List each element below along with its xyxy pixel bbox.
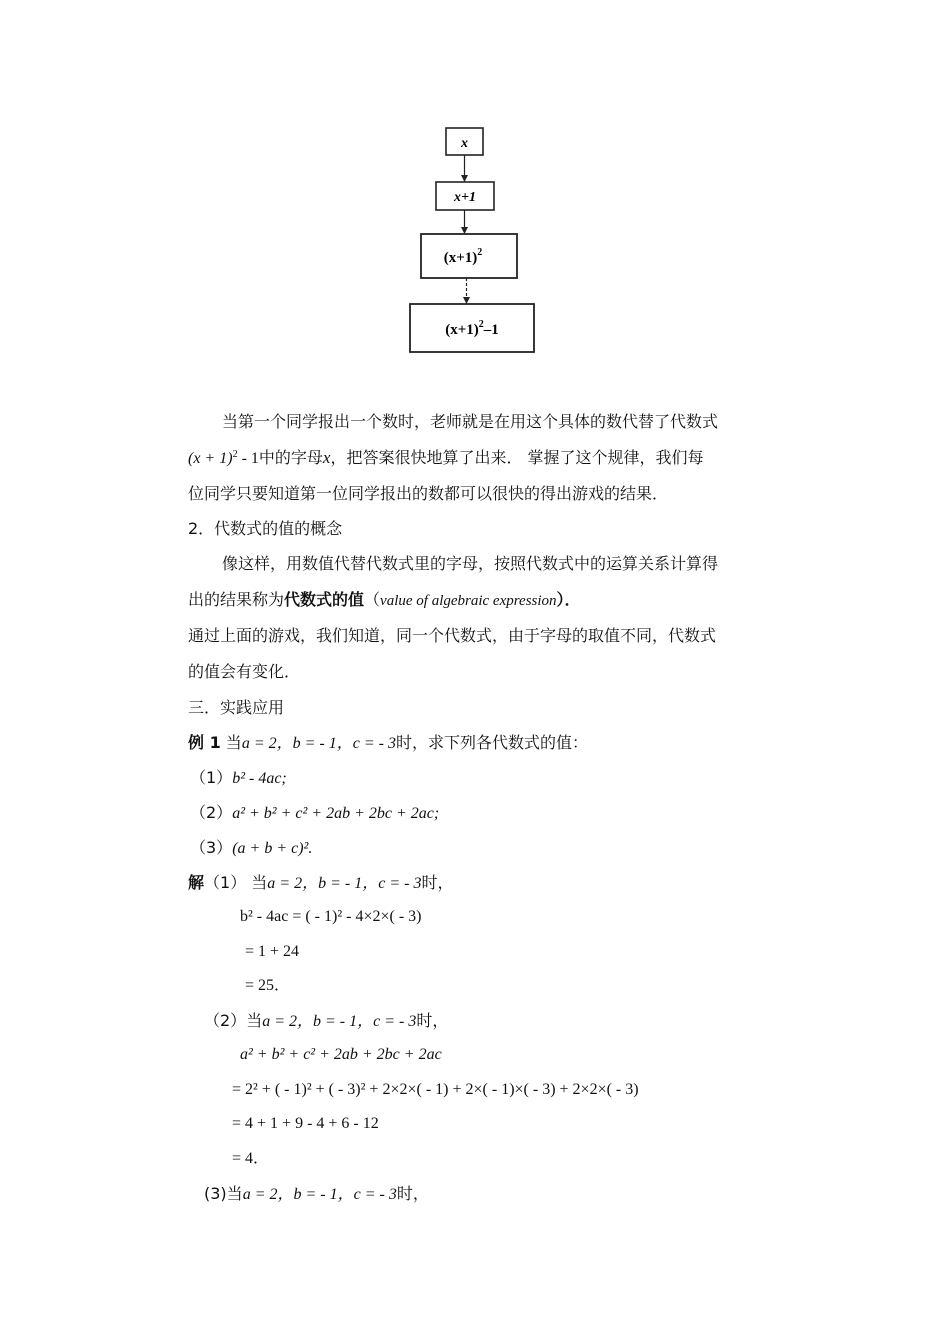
example-item-3: （3）(a + b + c)². (190, 838, 313, 857)
solution-part2-line3: = 4 + 1 + 9 - 4 + 6 - 12 (232, 1115, 379, 1132)
solution-part1-head: 解（1） 当a = 2，b = - 1，c = - 3时， (188, 873, 454, 892)
example-condition-math: a = 2，b = - 1，c = - 3 (241, 735, 396, 752)
flowchart-arrowhead-1 (461, 175, 468, 182)
solution-part3-head: (3)当a = 2，b = - 1，c = - 3时， (204, 1184, 429, 1203)
flowchart-box-3-base: (x+1) (443, 250, 478, 266)
solution-part1-line3: = 25． (245, 977, 291, 994)
para1-line2-a: 中的字母 (258, 448, 323, 467)
para1-var-x: x (322, 448, 331, 467)
solution-part1-line2: = 1 + 24 (245, 943, 300, 960)
section2-heading: 2．代数式的值的概念 (188, 519, 343, 538)
section3-heading: 三．实践应用 (188, 698, 285, 717)
solution-part2-line2: = 2² + ( - 1)² + ( - 3)² + 2×2×( - 1) + 2×( - 1)×( - 3) + 2×2×( - 3) (232, 1081, 639, 1098)
flowchart-box-3-exp: 2 (477, 247, 483, 258)
section2-line3: 通过上面的游戏，我们知道，同一个代数式，由于字母的取值不同，代数式 (188, 626, 717, 645)
flowchart-box-3-label (444, 247, 483, 266)
flowchart-box-4-base: (x+1) (445, 322, 479, 338)
para1-expr: $(x + 1)^2 - 1$ (188, 449, 259, 467)
english-term: value of algebraic expression (380, 593, 557, 609)
para1-line3: 位同学只要知道第一位同学报出的数都可以很快的得出游戏的结果． (188, 484, 669, 503)
para1-line1: 当第一个同学报出一个数时，老师就是在用这个具体的数代替了代数式 (222, 412, 719, 431)
solution-part2-line4: = 4． (232, 1150, 270, 1167)
example-condition: 例 1 当a = 2，b = - 1，c = - 3时，求下列各代数式的值： (188, 733, 588, 752)
solution-part2-line1: a² + b² + c² + 2ab + 2bc + 2ac (240, 1046, 442, 1063)
para1-line2-b: ，把答案很快地算了出来． 掌握了这个规律，我们每 (330, 448, 704, 467)
solution-part1-line1: b² - 4ac = ( - 1)² - 4×2×( - 3) (240, 908, 422, 925)
example-item-2: （2）a² + b² + c² + 2ab + 2bc + 2ac; (190, 803, 440, 822)
flowchart-box-4-label (445, 319, 499, 338)
section2-line1: 像这样，用数值代替代数式里的字母，按照代数式中的运算关系计算得 (222, 554, 719, 573)
term-bold: 代数式的值 (284, 590, 365, 609)
solution-part2-head: （2）当a = 2，b = - 1，c = - 3时， (204, 1011, 449, 1030)
flowchart-arrowhead-3 (463, 297, 470, 304)
flowchart-box-2-label: x+1 (454, 190, 476, 205)
flowchart-arrowhead-2 (461, 227, 468, 234)
flowchart-box-4-exp: 2 (478, 319, 484, 330)
flowchart-box-4-tail: –1 (483, 322, 499, 338)
example-item-1: （1）b² - 4ac; (190, 768, 287, 787)
para1-line2 (188, 447, 704, 470)
example-label: 例 1 (188, 733, 221, 752)
flowchart-figure (405, 117, 545, 362)
flowchart-box-1-label: x (461, 136, 468, 151)
section2-line2: 出的结果称为代数式的值（value of algebraic expression）． (188, 590, 581, 609)
section2-line4: 的值会有变化． (188, 662, 301, 681)
solution-label: 解 (188, 873, 205, 892)
